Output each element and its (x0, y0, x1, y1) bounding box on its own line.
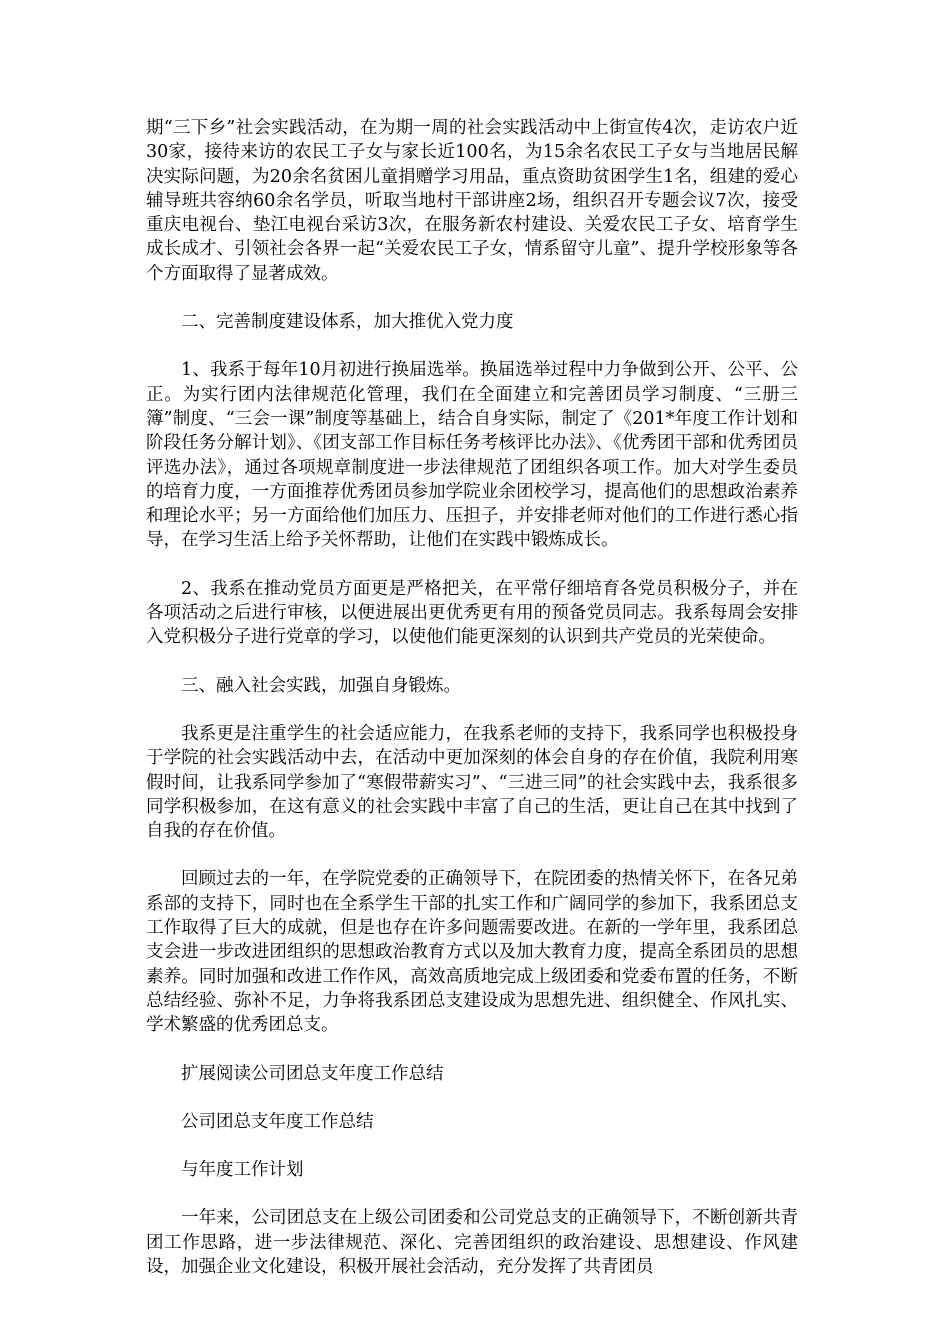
paragraph-review: 回顾过去的一年，在学院党委的正确领导下，在院团委的热情关怀下，在各兄弟系部的支持下，同时也在全系学生干部的扎实工作和广阔同学的参加下，我系团总支工作取得了巨大的成就，但是也存在许多问题需要改进。在新的一学年里，我系团总支会进一步改进团组织的思想政治教育方式以及加大教育力度，提高全系团员的思想素养。同时加强和改进工作作风，高效高质地完成上级团委和党委布置的任务，不断总结经验、弥补不足，力争将我系团总支建设成为思想先进、组织健全、作风扎实、学术繁盛的优秀团总支。 (146, 869, 798, 1036)
paragraph-social-adaptation: 我系更是注重学生的社会适应能力，在我系老师的支持下，我系同学也积极投身于学院的社会实践活动中去，在活动中更加深刻的体会自身的存在价值，我院利用寒假时间，让我系同学参加了“寒假带薪实习”、“三进三同”的社会实践中去，我系很多同学积极参加，在这有意义的社会实践中丰富了自己的生活，更让自己在其中找到了自我的存在价值。 (146, 723, 798, 842)
paragraph-election: 1、我系于每年10月初进行换届选举。换届选举过程中力争做到公开、公平、公正。为实行团内法律规范化管理，我们在全面建立和完善团员学习制度、“三册三簿”制度、“三会一课”制度等基础上，结合自身实际，制定了《201*年度工作计划和阶段任务分解计划》、《团支部工作目标任务考核评比办法》、《优秀团干部和优秀团员评选办法》，通过各项规章制度进一步法律规范了团组织各项工作。加大对学生委员的培育力度，一方面推荐优秀团员参加学院业余团校学习，提高他们的思想政治素养和理论水平；另一方面给他们加压力、压担子，并安排老师对他们的工作进行悉心指导，在学习生活上给予关怀帮助，让他们在实践中锻炼成长。 (146, 360, 798, 551)
document-page (146, 116, 798, 1303)
section-heading-social-practice: 三、融入社会实践，加强自身锻炼。 (181, 675, 461, 696)
paragraph-company-intro: 一年来，公司团总支在上级公司团委和公司党总支的正确领导下，不断创新共青团工作思路，进一步法律规范、深化、完善团组织的政治建设、思想建设、作风建设，加强企业文化建设，积极开展社会活动，充分发挥了共青团员 (146, 1208, 798, 1277)
extended-reading-title: 扩展阅读公司团总支年度工作总结 (181, 1063, 444, 1084)
section-heading-system-building: 二、完善制度建设体系，加大推优入党力度 (181, 312, 514, 333)
paragraph-social-practice-results: 期“三下乡”社会实践活动，在为期一周的社会实践活动中上街宣传4次，走访农户近30家，接待来访的农民工子女与家长近100名，为15余名农民工子女与当地居民解决实际问题，为20余名贫困儿童捐赠学习用品，重点资助贫困学生1名，组建的爱心辅导班共容纳60余名学员，听取当地村干部讲座2场，组织召开专题会议7次，接受重庆电视台、垫江电视台采访3次，在服务新农村建设、关爱农民工子女、培育学生成长成才、引领社会各界一起“关爱农民工子女，情系留守儿童”、提升学校形象等各个方面取得了显著成效。 (146, 118, 798, 284)
company-summary-title: 公司团总支年度工作总结 (181, 1111, 374, 1132)
paragraph-party-members: 2、我系在推动党员方面更是严格把关，在平常仔细培育各党员积极分子，并在各项活动之后进行审核，以便进展出更优秀更有用的预备党员同志。我系每周会安排入党积极分子进行党章的学习，以使他们能更深刻的认识到共产党员的光荣使命。 (146, 578, 798, 648)
annual-plan-title: 与年度工作计划 (181, 1160, 304, 1181)
